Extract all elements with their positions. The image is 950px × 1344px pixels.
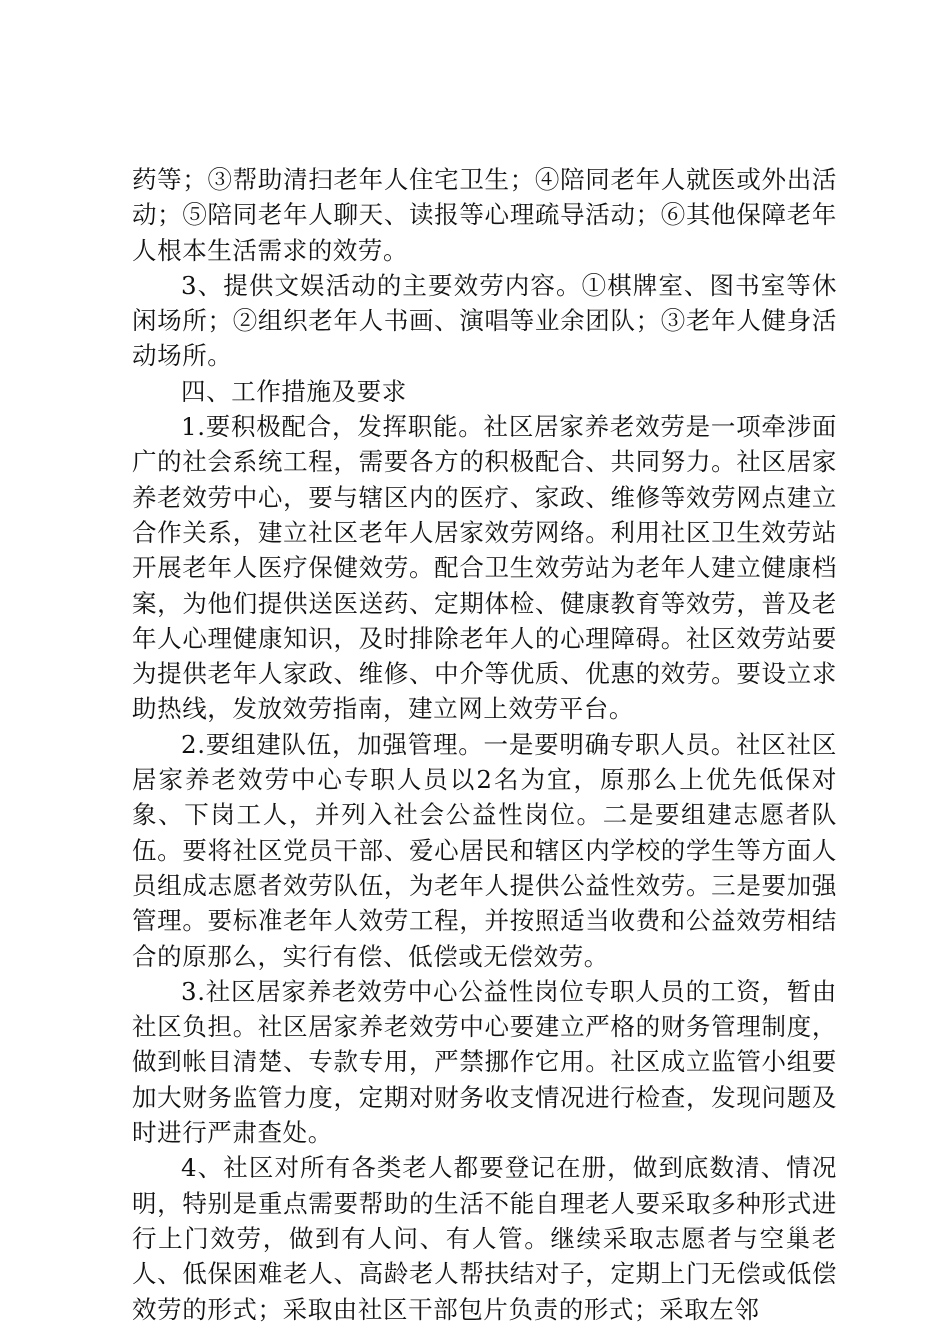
paragraph-measure-2: 2.要组建队伍，加强管理。一是要明确专职人员。社区社区居家养老效劳中心专职人员以2名为宜，原那么上优先低保对象、下岗工人，并列入社会公益性岗位。二是要组建志愿者队伍。要将社区党员干部、爱心居民和辖区内学校的学生等方面人员组成志愿者效劳队伍，为老年人提供公益性效劳。三是要加强管理。要标准老年人效劳工程，并按照适当收费和公益效劳相结合的原那么，实行有偿、低偿或无偿效劳。 bbox=[132, 729, 837, 971]
paragraph-measure-3: 3.社区居家养老效劳中心公益性岗位专职人员的工资，暂由社区负担。社区居家养老效劳中心要建立严格的财务管理制度，做到帐目清楚、专款专用，严禁挪作它用。社区成立监管小组要加大财务监管力度，定期对财务收支情况进行检查，发现问题及时进行严肃查处。 bbox=[132, 976, 837, 1148]
section-heading: 四、工作措施及要求 bbox=[181, 376, 407, 406]
paragraph-services-continued: 药等；③帮助清扫老年人住宅卫生；④陪同老年人就医或外出活动；⑤陪同老年人聊天、读报等心理疏导活动；⑥其他保障老年人根本生活需求的效劳。 bbox=[132, 165, 837, 265]
paragraph-measure-4: 4、社区对所有各类老人都要登记在册，做到底数清、情况明，特别是重点需要帮助的生活不能自理老人要采取多种形式进行上门效劳，做到有人问、有人管。继续采取志愿者与空巢老人、低保困难老人、高龄老人帮扶结对子，定期上门无偿或低偿效劳的形式；采取由社区干部包片负责的形式；采取左邻 bbox=[132, 1153, 837, 1324]
paragraph-measure-1: 1.要积极配合，发挥职能。社区居家养老效劳是一项牵涉面广的社会系统工程，需要各方的积极配合、共同努力。社区居家养老效劳中心，要与辖区内的医疗、家政、维修等效劳网点建立合作关系，建立社区老年人居家效劳网络。利用社区卫生效劳站开展老年人医疗保健效劳。配合卫生效劳站为老年人建立健康档案，为他们提供送医送药、定期体检、健康教育等效劳，普及老年人心理健康知识，及时排除老年人的心理障碍。社区效劳站要为提供老年人家政、维修、中介等优质、优惠的效劳。要设立求助热线，发放效劳指南，建立网上效劳平台。 bbox=[132, 412, 837, 724]
document-body bbox=[132, 162, 837, 1327]
paragraph-recreation-services: 3、提供文娱活动的主要效劳内容。①棋牌室、图书室等休闲场所；②组织老年人书画、演唱等业余团队；③老年人健身活动场所。 bbox=[132, 270, 837, 371]
